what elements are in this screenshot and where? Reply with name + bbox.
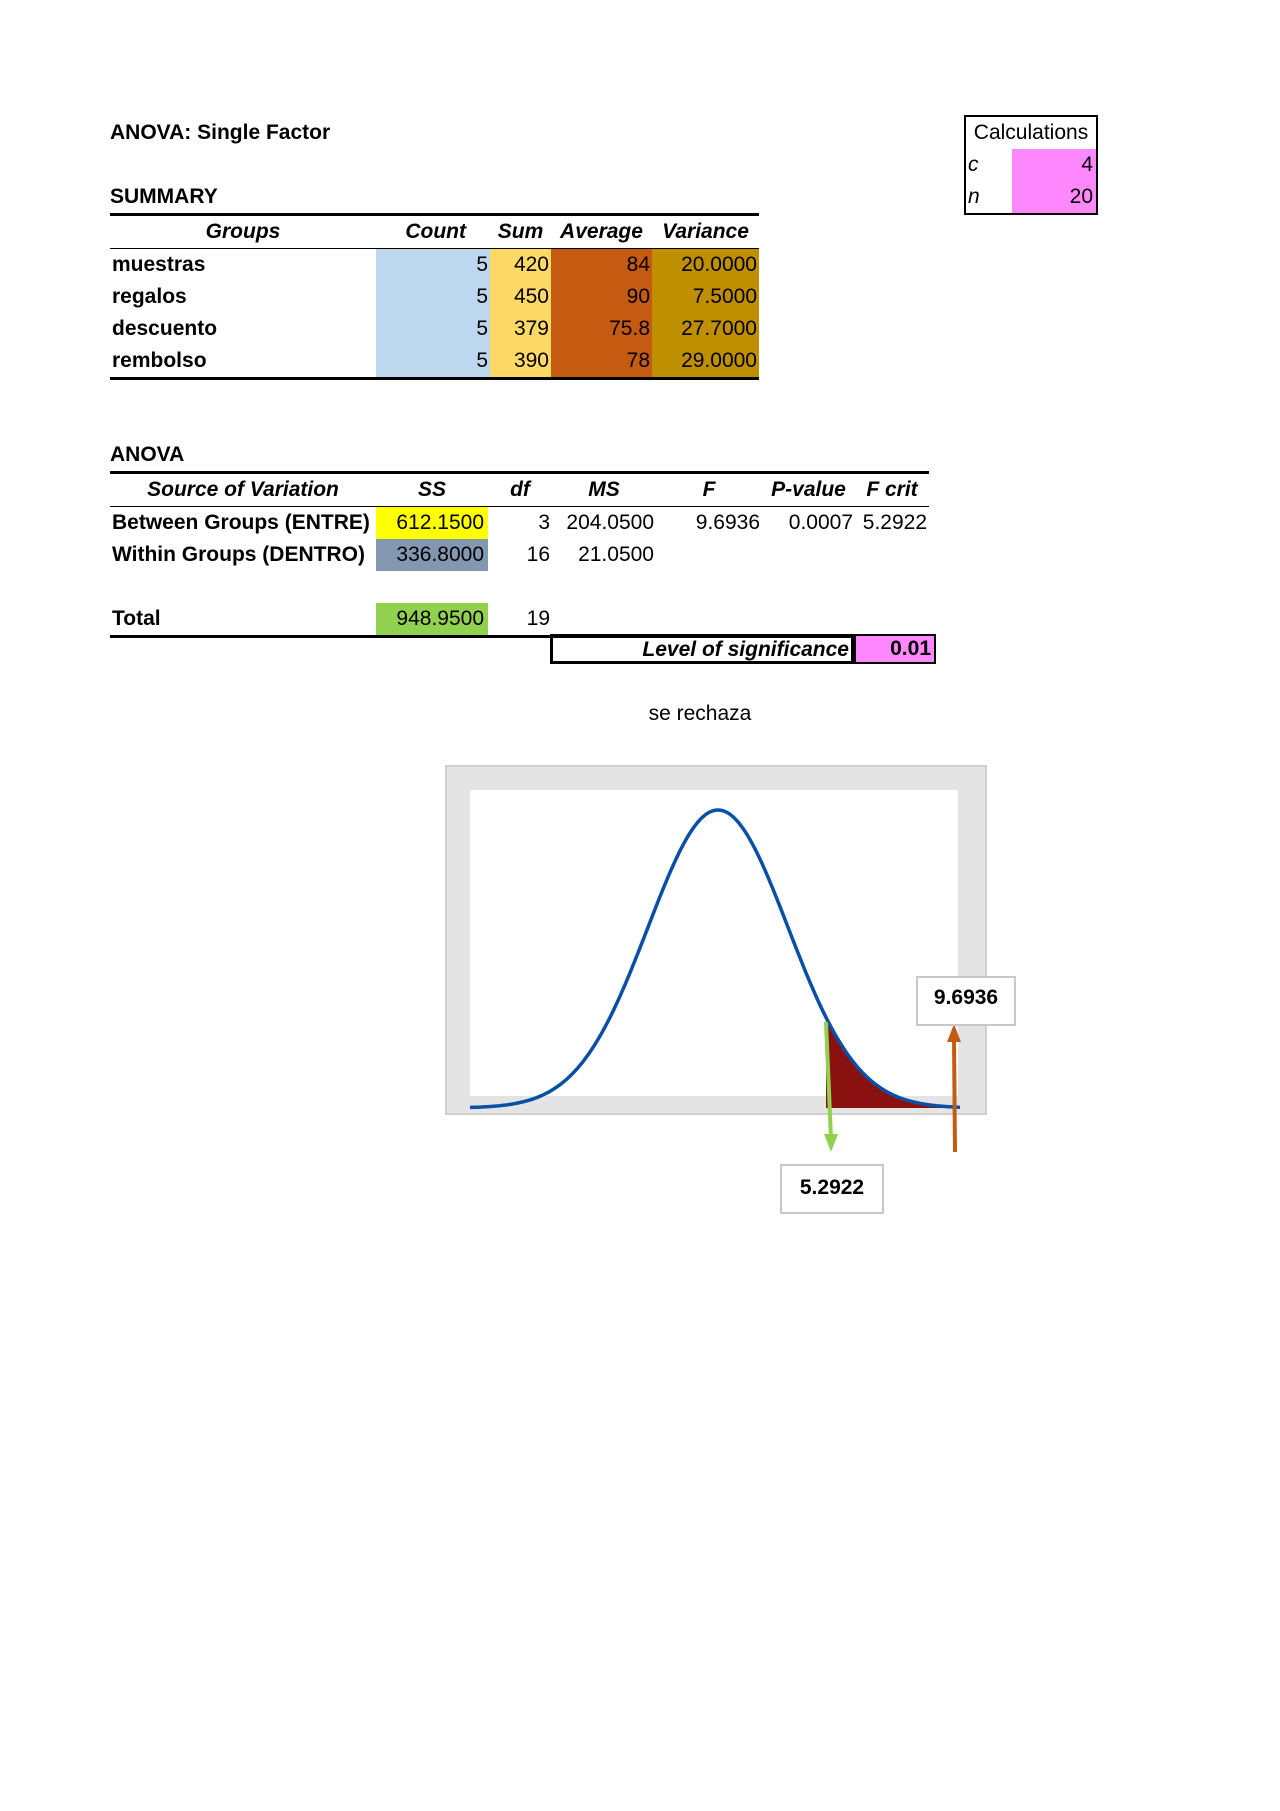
group-name: rembolso: [110, 345, 376, 379]
significance-value: 0.01: [854, 634, 936, 664]
average-cell: 78: [551, 345, 652, 379]
decision-text: se rechaza: [648, 702, 752, 725]
fcrit-callout: 5.2922: [780, 1164, 884, 1214]
df-between: 3: [538, 511, 550, 534]
source-within: Within Groups (DENTRO): [112, 543, 365, 566]
summary-table: [110, 213, 759, 380]
col-average: Average: [551, 215, 652, 249]
table-row: [110, 345, 759, 379]
table-row: [110, 539, 929, 571]
df-within: 16: [526, 543, 550, 566]
df-total: 19: [488, 603, 552, 637]
group-name: descuento: [112, 317, 218, 340]
c-value: 4: [1012, 149, 1096, 181]
count-cell: 5: [376, 345, 490, 379]
table-row: [110, 603, 929, 637]
source-between: Between Groups (ENTRE): [112, 511, 370, 534]
f-crit-value: 5.2922: [862, 511, 927, 534]
ms-within: 21.0500: [578, 543, 654, 566]
col-variance: Variance: [652, 215, 759, 249]
summary-header-row: [110, 215, 759, 249]
anova-header-row: [110, 473, 929, 507]
col-groups: Groups: [110, 215, 376, 249]
col-source: Source of Variation: [110, 473, 376, 507]
ss-total: 948.9500: [376, 603, 488, 637]
table-row: [110, 507, 929, 540]
average-cell: 84: [551, 249, 652, 282]
col-ss: SS: [376, 473, 488, 507]
n-value: 20: [1012, 181, 1096, 213]
col-f: F: [656, 473, 762, 507]
variance-cell: 29.0000: [652, 345, 759, 379]
group-name: muestras: [112, 253, 206, 276]
page-title: ANOVA: Single Factor: [110, 121, 331, 144]
anova-heading: ANOVA: [110, 443, 185, 466]
p-value: 0.0007: [788, 511, 853, 534]
sum-cell: 379: [490, 313, 551, 345]
ss-between: 612.1500: [376, 507, 488, 540]
col-count: Count: [376, 215, 490, 249]
summary-heading: SUMMARY: [110, 185, 218, 208]
plot-area: [470, 790, 958, 1096]
count-cell: 5: [376, 281, 490, 313]
anova-table: [110, 471, 929, 638]
col-fcrit: F crit: [855, 473, 929, 507]
sum-cell: 420: [490, 249, 551, 282]
significance-label-box: [550, 634, 854, 664]
col-ms: MS: [552, 473, 656, 507]
calc-row-n: [966, 181, 1096, 213]
calculations-box: [964, 115, 1098, 215]
ms-between: 204.0500: [566, 511, 654, 534]
table-row: [110, 313, 759, 345]
count-cell: 5: [376, 313, 490, 345]
variance-cell: 20.0000: [652, 249, 759, 282]
table-row: [110, 281, 759, 313]
col-sum: Sum: [490, 215, 551, 249]
average-cell: 75.8: [551, 313, 652, 345]
calc-row-c: [966, 149, 1096, 181]
table-row: [110, 249, 759, 282]
ss-within: 336.8000: [376, 539, 488, 571]
f-callout: 9.6936: [916, 976, 1016, 1026]
group-name: regalos: [112, 285, 187, 308]
f-value: 9.6936: [695, 511, 760, 534]
calculations-title: Calculations: [973, 121, 1089, 144]
n-label: n: [968, 185, 980, 208]
variance-cell: 27.7000: [652, 313, 759, 345]
sum-cell: 390: [490, 345, 551, 379]
fcrit-arrowhead: [824, 1134, 838, 1152]
variance-cell: 7.5000: [652, 281, 759, 313]
f-arrow: [954, 1038, 955, 1152]
sum-cell: 450: [490, 281, 551, 313]
average-cell: 90: [551, 281, 652, 313]
significance-label: Level of significance: [642, 638, 849, 661]
col-pvalue: P-value: [762, 473, 855, 507]
source-total: Total: [110, 603, 376, 637]
col-df: df: [488, 473, 552, 507]
spacer-row: [110, 571, 929, 603]
count-cell: 5: [376, 249, 490, 282]
c-label: c: [968, 153, 979, 176]
